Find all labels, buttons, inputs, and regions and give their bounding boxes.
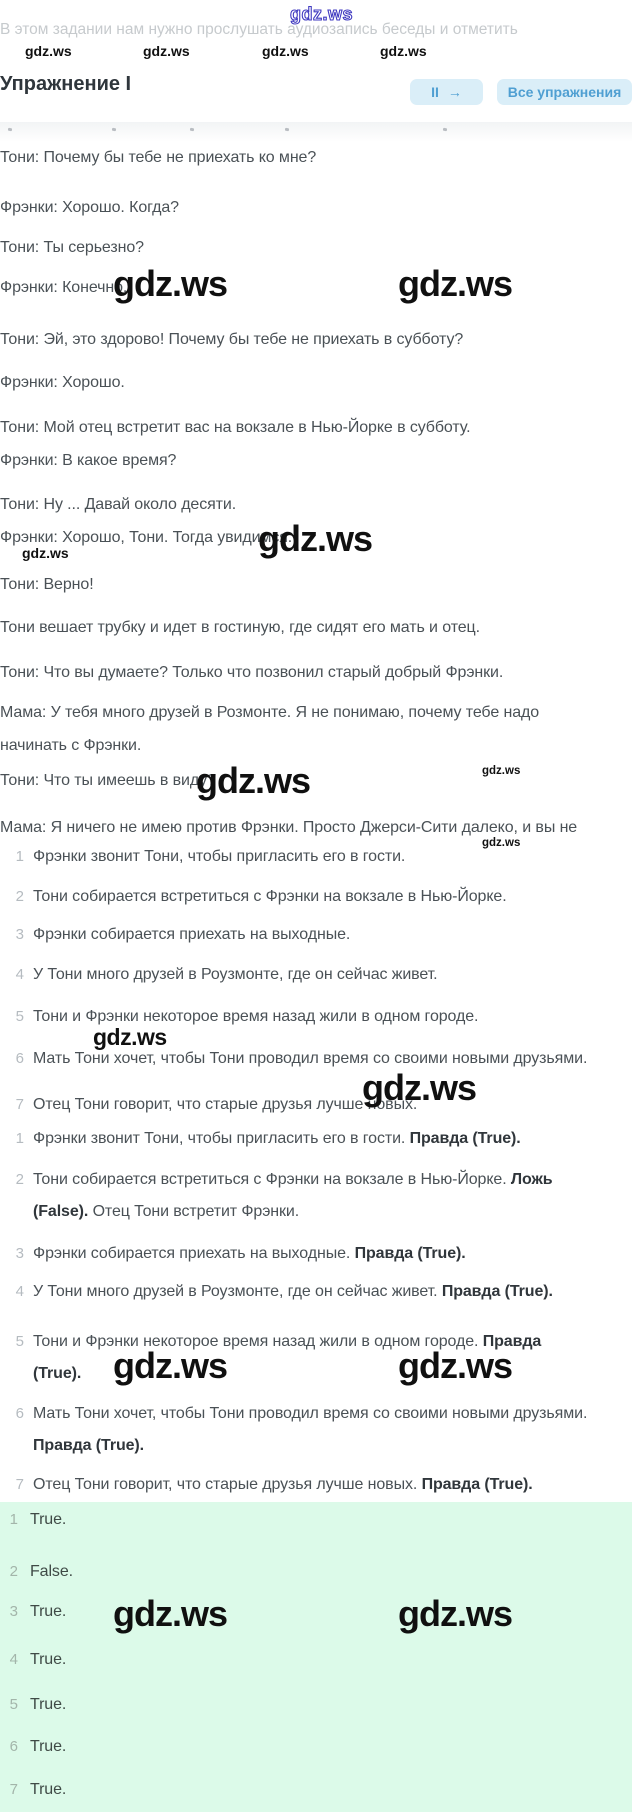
all-exercises-button[interactable]: Все упражнения [497,79,632,105]
answer-verdict: Ложь (False). [33,1171,553,1220]
header-fade-band [0,122,632,142]
final-answer-number: 5 [9,1696,18,1713]
dialogue-line: Фрэнки: В какое время? [0,452,177,469]
watermark: gdz.ws [113,1345,228,1386]
question-number: 4 [15,966,24,983]
answer-number: 2 [15,1171,24,1188]
final-answers-section [0,1502,632,1812]
watermark: gdz.ws [196,760,311,801]
question-row [0,919,632,951]
answer-number: 1 [15,1130,24,1147]
question-text: У Тони много друзей в Роузмонте, где он сейчас живет. [33,966,438,983]
answer-row [0,1326,632,1390]
dialogue-line: Тони вешает трубку и идет в гостиную, где сидят его мать и отец. [0,619,480,636]
dialogue-line: Тони: Ну ... Давай около десяти. [0,496,237,513]
answer-text: Фрэнки собирается приехать на выходные. [33,1245,355,1262]
question-row [0,959,632,991]
dialogue-line: Фрэнки: Конечно. [0,279,128,296]
question-number: 5 [15,1008,24,1025]
watermark: gdz.ws [398,1345,513,1386]
watermark: gdz.ws [482,837,521,849]
answer-number: 3 [15,1245,24,1262]
answer-verdict: Правда (True). [409,1130,521,1147]
answer-text: Тони и Фрэнки некоторое время назад жили в одном городе. [33,1333,483,1350]
cut-text-mark [443,128,447,132]
question-row [0,1089,632,1121]
watermark: gdz.ws [362,1067,477,1108]
question-text: Мать Тони хочет, чтобы Тони проводил время со своими новыми друзьями. [33,1050,588,1067]
watermark: gdz.ws [93,1024,167,1050]
page-title: Упражнение I [0,73,132,95]
question-number: 7 [15,1096,24,1113]
watermark: gdz.ws [258,518,373,559]
answer-text: Фрэнки звонит Тони, чтобы пригласить его в гости. [33,1130,410,1147]
roman-numeral-label: II [431,84,439,100]
question-number: 3 [15,926,24,943]
answer-row [0,1238,632,1270]
answer-row [0,1164,632,1228]
final-answer-number: 1 [9,1511,18,1528]
watermark: gdz.ws [262,43,309,59]
final-answer-row [0,1596,632,1628]
answer-text: У Тони много друзей в Роузмонте, где он сейчас живет. [33,1283,442,1300]
dialogue-line: Тони: Что ты имеешь в виду? [0,772,216,789]
dialogue-line-clipped: Мама: Я ничего не имею против Фрэнки. Просто Джерси-Сити далеко, и вы не [0,819,578,836]
dialogue-line: Тони: Что вы думаете? Только что позвонил старый добрый Фрэнки. [0,664,504,681]
answer-verdict: Правда (True). [421,1476,533,1493]
watermark: gdz.ws [22,545,69,561]
answer-row [0,1276,632,1308]
answer-extra: Отец Тони встретит Фрэнки. [88,1203,300,1220]
cut-text-mark [285,128,289,132]
dialogue-line: Тони: Мой отец встретит вас на вокзале в Нью-Йорке в субботу. [0,419,471,436]
final-answer-number: 6 [9,1738,18,1755]
answer-row [0,1469,632,1501]
answer-number: 6 [15,1405,24,1422]
question-row [0,1001,632,1033]
final-answer-number: 3 [9,1603,18,1620]
question-text: Тони и Фрэнки некоторое время назад жили в одном городе. [33,1008,479,1025]
answer-row [0,1398,632,1462]
final-answer-row [0,1689,632,1721]
final-answer-value: False. [30,1563,73,1580]
answer-text: Мать Тони хочет, чтобы Тони проводил время со своими новыми друзьями. [33,1405,588,1422]
question-row [0,841,632,873]
question-text: Фрэнки звонит Тони, чтобы пригласить его в гости. [33,848,406,865]
question-number: 6 [15,1050,24,1067]
final-answer-number: 2 [9,1563,18,1580]
final-answer-row [0,1556,632,1588]
final-answer-value: True. [30,1511,67,1528]
dialogue-line: Тони: Ты серьезно? [0,239,144,256]
final-answer-row [0,1774,632,1806]
answer-number: 7 [15,1476,24,1493]
cut-text-mark [112,128,116,132]
watermark: gdz.ws [482,765,521,777]
next-exercise-button[interactable] [410,79,483,105]
dialogue-line: Мама: У тебя много друзей в Розмонте. Я не понимаю, почему тебе надо начинать с Фрэнки. [0,704,540,754]
question-text: Фрэнки собирается приехать на выходные. [33,926,351,943]
question-row [0,1043,632,1075]
question-text: Отец Тони говорит, что старые друзья лучше новых. [33,1096,418,1113]
dialogue-line: Фрэнки: Хорошо. [0,374,125,391]
answer-verdict: Правда (True). [33,1333,542,1382]
answer-row [0,1123,632,1155]
final-answer-value: True. [30,1738,67,1755]
dialogue-line: Фрэнки: Хорошо, Тони. Тогда увидимся. [0,529,293,546]
dialogue-line: Тони: Эй, это здорово! Почему бы тебе не приехать в субботу? [0,331,464,348]
final-answer-row [0,1644,632,1676]
watermark: gdz.ws [25,43,72,59]
final-answer-value: True. [30,1603,67,1620]
watermark: gdz.ws [113,1593,228,1634]
intro-text: В этом задании нам нужно прослушать аудиозапись беседы и отметить [0,21,518,38]
final-answer-number: 7 [9,1781,18,1798]
watermark: gdz.ws [380,43,427,59]
final-answer-value: True. [30,1696,67,1713]
watermark: gdz.ws [398,1593,513,1634]
question-number: 2 [15,888,24,905]
question-number: 1 [15,848,24,865]
answer-text: Тони собирается встретиться с Фрэнки на вокзале в Нью-Йорке. [33,1171,511,1188]
answer-verdict: Правда (True). [441,1283,553,1300]
cut-text-mark [8,128,12,132]
final-answer-value: True. [30,1781,67,1798]
answer-verdict: Правда (True). [354,1245,466,1262]
arrow-right-icon: → [447,84,462,100]
site-logo-watermark: gdz.ws [290,4,354,24]
dialogue-line: Тони: Почему бы тебе не приехать ко мне? [0,149,317,166]
watermark: gdz.ws [113,263,228,304]
answer-text: Отец Тони говорит, что старые друзья лучше новых. [33,1476,422,1493]
final-answer-value: True. [30,1651,67,1668]
question-text: Тони собирается встретиться с Фрэнки на вокзале в Нью-Йорке. [33,888,507,905]
watermark: gdz.ws [398,263,513,304]
final-answer-row [0,1731,632,1763]
answer-number: 4 [15,1283,24,1300]
watermark: gdz.ws [143,43,190,59]
answer-verdict: Правда (True). [33,1437,144,1454]
final-answer-row [0,1504,632,1536]
dialogue-line: Тони: Верно! [0,576,94,593]
question-row [0,881,632,913]
answer-number: 5 [15,1333,24,1350]
dialogue-line: Фрэнки: Хорошо. Когда? [0,199,179,216]
final-answer-number: 4 [9,1651,18,1668]
cut-text-mark [190,128,194,132]
